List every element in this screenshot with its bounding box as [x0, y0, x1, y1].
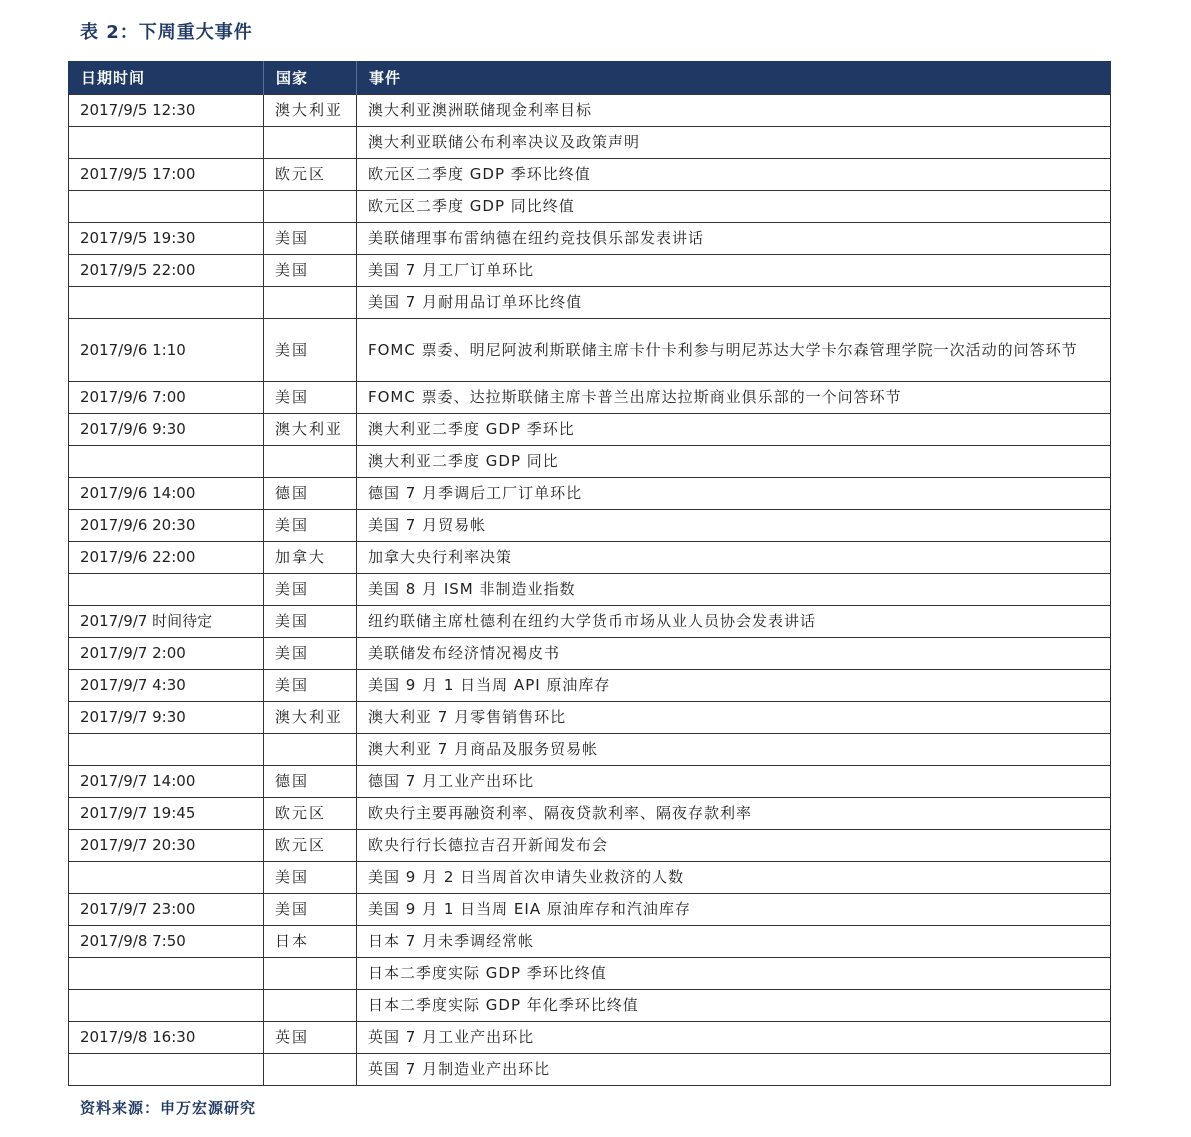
table-row — [69, 191, 1111, 223]
event-cell: 英国 7 月制造业产出环比 — [357, 1054, 1111, 1086]
country-cell — [264, 734, 357, 766]
header-country: 国家 — [264, 61, 357, 95]
table-row — [69, 638, 1111, 670]
date-cell: 2017/9/7 9:30 — [69, 702, 264, 734]
event-cell: 纽约联储主席杜德利在纽约大学货币市场从业人员协会发表讲话 — [357, 606, 1111, 638]
date-cell — [69, 574, 264, 606]
event-cell: 日本二季度实际 GDP 季环比终值 — [357, 958, 1111, 990]
country-cell: 英国 — [264, 1022, 357, 1054]
country-cell: 德国 — [264, 766, 357, 798]
table-row — [69, 127, 1111, 159]
date-cell: 2017/9/6 9:30 — [69, 414, 264, 446]
event-cell: 澳大利亚二季度 GDP 季环比 — [357, 414, 1111, 446]
event-cell: 德国 7 月工业产出环比 — [357, 766, 1111, 798]
country-cell — [264, 446, 357, 478]
date-cell — [69, 1054, 264, 1086]
date-cell: 2017/9/7 19:45 — [69, 798, 264, 830]
source-note: 资料来源：申万宏源研究 — [80, 1099, 257, 1117]
date-cell: 2017/9/7 14:00 — [69, 766, 264, 798]
event-cell: 澳大利亚联储公布利率决议及政策声明 — [357, 127, 1111, 159]
table-row — [69, 830, 1111, 862]
date-cell: 2017/9/6 20:30 — [69, 510, 264, 542]
date-cell: 2017/9/8 16:30 — [69, 1022, 264, 1054]
table-row — [69, 990, 1111, 1022]
table-row — [69, 95, 1111, 127]
event-cell: 美国 9 月 1 日当周 EIA 原油库存和汽油库存 — [357, 894, 1111, 926]
table-row — [69, 1054, 1111, 1086]
date-cell: 2017/9/6 7:00 — [69, 382, 264, 414]
event-cell: 英国 7 月工业产出环比 — [357, 1022, 1111, 1054]
event-cell: FOMC 票委、达拉斯联储主席卡普兰出席达拉斯商业俱乐部的一个问答环节 — [357, 382, 1111, 414]
header-event: 事件 — [357, 61, 1111, 95]
country-cell — [264, 127, 357, 159]
date-cell — [69, 958, 264, 990]
table-row — [69, 1022, 1111, 1054]
table-row — [69, 862, 1111, 894]
event-cell: 欧元区二季度 GDP 季环比终值 — [357, 159, 1111, 191]
header-row — [69, 61, 1111, 95]
event-cell: 澳大利亚二季度 GDP 同比 — [357, 446, 1111, 478]
country-cell: 美国 — [264, 255, 357, 287]
country-cell: 美国 — [264, 894, 357, 926]
event-cell: 美国 8 月 ISM 非制造业指数 — [357, 574, 1111, 606]
date-cell — [69, 990, 264, 1022]
date-cell: 2017/9/6 14:00 — [69, 478, 264, 510]
table-row — [69, 894, 1111, 926]
date-cell: 2017/9/8 7:50 — [69, 926, 264, 958]
date-cell — [69, 287, 264, 319]
country-cell: 美国 — [264, 638, 357, 670]
country-cell: 美国 — [264, 670, 357, 702]
event-cell: 美联储发布经济情况褐皮书 — [357, 638, 1111, 670]
country-cell: 美国 — [264, 574, 357, 606]
event-cell: 美国 7 月贸易帐 — [357, 510, 1111, 542]
date-cell: 2017/9/6 22:00 — [69, 542, 264, 574]
table-row — [69, 734, 1111, 766]
table-row — [69, 958, 1111, 990]
table-title: 表 2：下周重大事件 — [80, 22, 253, 43]
table-row — [69, 446, 1111, 478]
event-cell: 欧央行行长德拉吉召开新闻发布会 — [357, 830, 1111, 862]
country-cell — [264, 1054, 357, 1086]
table-row — [69, 414, 1111, 446]
event-cell: 澳大利亚澳洲联储现金利率目标 — [357, 95, 1111, 127]
country-cell: 欧元区 — [264, 830, 357, 862]
date-cell: 2017/9/5 12:30 — [69, 95, 264, 127]
table-row — [69, 670, 1111, 702]
table-row — [69, 478, 1111, 510]
date-cell: 2017/9/5 19:30 — [69, 223, 264, 255]
table-row — [69, 159, 1111, 191]
country-cell: 美国 — [264, 510, 357, 542]
country-cell: 加拿大 — [264, 542, 357, 574]
country-cell: 美国 — [264, 223, 357, 255]
country-cell: 美国 — [264, 382, 357, 414]
table-row — [69, 287, 1111, 319]
table-row — [69, 542, 1111, 574]
event-cell: 美国 7 月耐用品订单环比终值 — [357, 287, 1111, 319]
event-cell: 美国 7 月工厂订单环比 — [357, 255, 1111, 287]
country-cell: 澳大利亚 — [264, 702, 357, 734]
event-cell: 欧央行主要再融资利率、隔夜贷款利率、隔夜存款利率 — [357, 798, 1111, 830]
table-row — [69, 798, 1111, 830]
date-cell — [69, 446, 264, 478]
event-cell: 日本二季度实际 GDP 年化季环比终值 — [357, 990, 1111, 1022]
date-cell: 2017/9/5 17:00 — [69, 159, 264, 191]
table-row — [69, 574, 1111, 606]
country-cell: 美国 — [264, 319, 357, 382]
event-cell: FOMC 票委、明尼阿波利斯联储主席卡什卡利参与明尼苏达大学卡尔森管理学院一次活动的问答环节 — [357, 319, 1111, 382]
date-cell — [69, 191, 264, 223]
date-cell: 2017/9/7 4:30 — [69, 670, 264, 702]
date-cell: 2017/9/7 20:30 — [69, 830, 264, 862]
table-row — [69, 926, 1111, 958]
country-cell: 澳大利亚 — [264, 95, 357, 127]
table-row — [69, 223, 1111, 255]
date-cell: 2017/9/7 时间待定 — [69, 606, 264, 638]
events-table — [68, 61, 1111, 1086]
country-cell: 日本 — [264, 926, 357, 958]
country-cell — [264, 191, 357, 223]
event-cell: 日本 7 月未季调经常帐 — [357, 926, 1111, 958]
event-cell: 美联储理事布雷纳德在纽约竞技俱乐部发表讲话 — [357, 223, 1111, 255]
country-cell — [264, 958, 357, 990]
date-cell — [69, 862, 264, 894]
country-cell: 美国 — [264, 606, 357, 638]
country-cell: 美国 — [264, 862, 357, 894]
event-cell: 澳大利亚 7 月商品及服务贸易帐 — [357, 734, 1111, 766]
table-row — [69, 382, 1111, 414]
table-row — [69, 702, 1111, 734]
table-row — [69, 606, 1111, 638]
event-cell: 加拿大央行利率决策 — [357, 542, 1111, 574]
date-cell — [69, 127, 264, 159]
date-cell: 2017/9/5 22:00 — [69, 255, 264, 287]
date-cell: 2017/9/7 2:00 — [69, 638, 264, 670]
country-cell: 澳大利亚 — [264, 414, 357, 446]
country-cell — [264, 990, 357, 1022]
event-cell: 美国 9 月 1 日当周 API 原油库存 — [357, 670, 1111, 702]
table-row — [69, 510, 1111, 542]
events-body — [69, 95, 1111, 1086]
date-cell: 2017/9/6 1:10 — [69, 319, 264, 382]
date-cell: 2017/9/7 23:00 — [69, 894, 264, 926]
event-cell: 美国 9 月 2 日当周首次申请失业救济的人数 — [357, 862, 1111, 894]
country-cell: 欧元区 — [264, 798, 357, 830]
country-cell — [264, 287, 357, 319]
country-cell: 欧元区 — [264, 159, 357, 191]
event-cell: 欧元区二季度 GDP 同比终值 — [357, 191, 1111, 223]
country-cell: 德国 — [264, 478, 357, 510]
table-row — [69, 319, 1111, 382]
table-row — [69, 255, 1111, 287]
date-cell — [69, 734, 264, 766]
table-row — [69, 766, 1111, 798]
event-cell: 澳大利亚 7 月零售销售环比 — [357, 702, 1111, 734]
header-date: 日期时间 — [69, 61, 264, 95]
event-cell: 德国 7 月季调后工厂订单环比 — [357, 478, 1111, 510]
